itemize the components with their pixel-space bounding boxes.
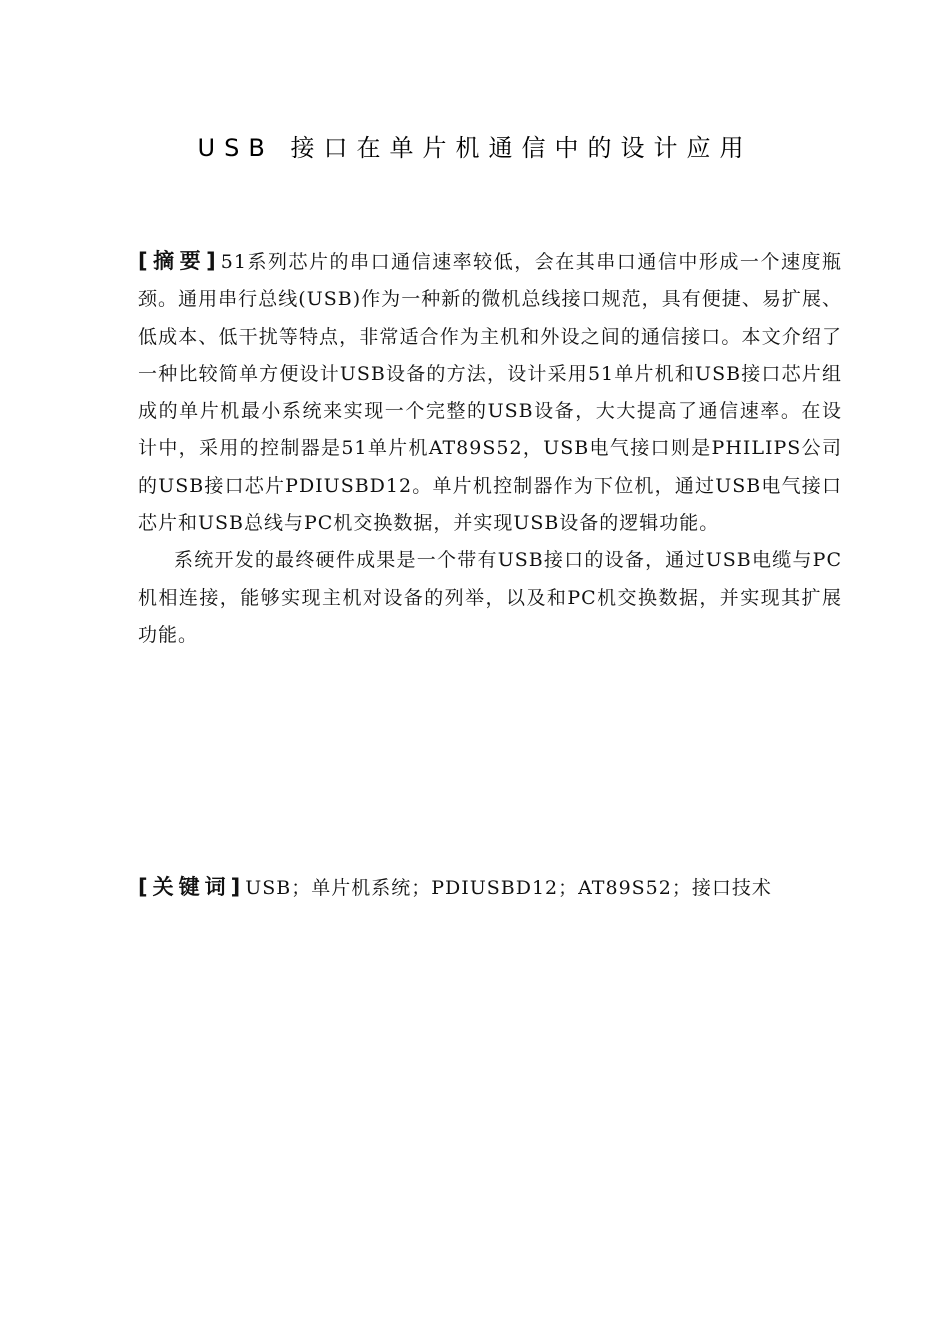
keywords-text: USB；单片机系统；PDIUSBD12；AT89S52；接口技术 xyxy=(245,877,772,899)
abstract-section xyxy=(138,243,842,654)
abstract-label: [摘要] xyxy=(138,249,221,273)
abstract-paragraph-1: 51系列芯片的串口通信速率较低，会在其串口通信中形成一个速度瓶颈。通用串行总线(USB)作为一种新的微机总线接口规范，具有便捷、易扩展、低成本、低干扰等特点，非常适合作为主机和外设之间的通信接口。本文介绍了一种比较简单方便设计USB设备的方法，设计采用51单片机和USB接口芯片组成的单片机最小系统来实现一个完整的USB设备，大大提高了通信速率。在设计中，采用的控制器是51单片机AT89S52，USB电气接口则是PHILIPS公司的USB接口芯片PDIUSBD12。单片机控制器作为下位机，通过USB电气接口芯片和USB总线与PC机交换数据，并实现USB设备的逻辑功能。 xyxy=(138,251,842,535)
abstract-paragraph-2: 系统开发的最终硬件成果是一个带有USB接口的设备，通过USB电缆与PC机相连接，能够实现主机对设备的列举，以及和PC机交换数据，并实现其扩展功能。 xyxy=(138,549,842,646)
keywords-label: [关键词] xyxy=(138,875,246,899)
keywords-section xyxy=(138,869,842,907)
document-title: USB 接口在单片机通信中的设计应用 xyxy=(197,134,753,162)
